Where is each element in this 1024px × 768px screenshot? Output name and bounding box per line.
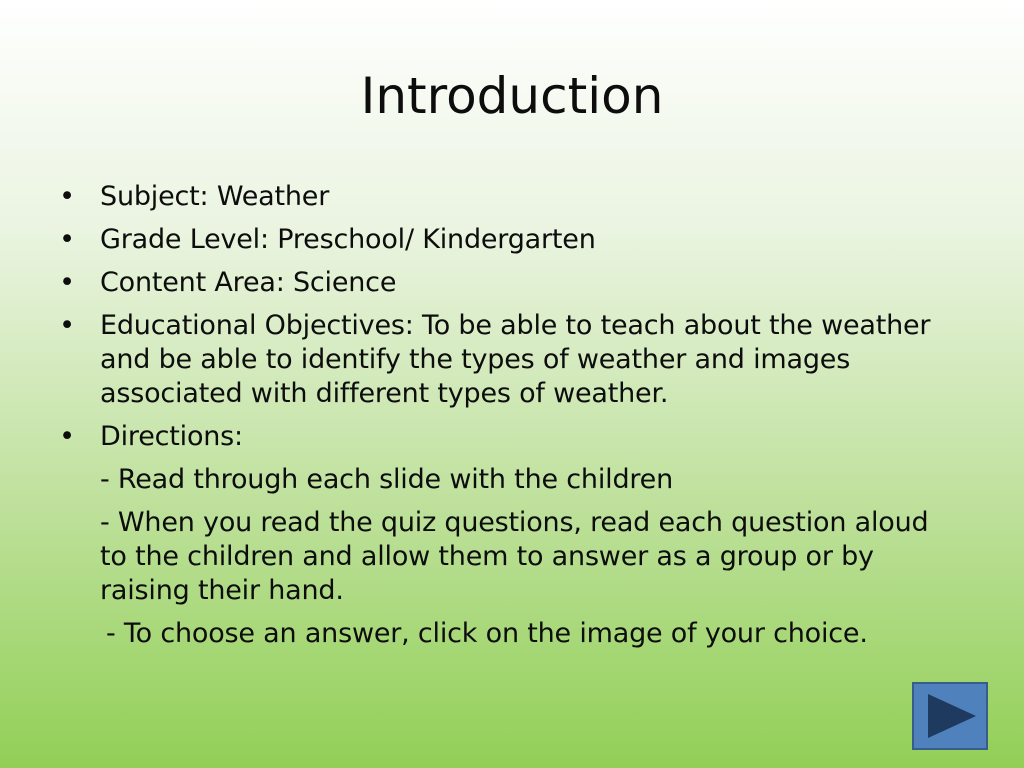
bullet-item [56, 420, 956, 454]
direction-step: - Read through each slide with the children [100, 464, 674, 495]
bullet-item [56, 266, 956, 300]
bullet-dot: • [59, 224, 75, 255]
bullet-dot: • [59, 421, 75, 452]
next-slide-button[interactable] [912, 682, 988, 750]
bullet-grade-level: Grade Level: Preschool/ Kindergarten [100, 224, 596, 255]
slide-title: Introduction [360, 67, 664, 125]
bullet-directions: Directions: [100, 421, 243, 452]
bullet-dot: • [59, 181, 75, 212]
bullet-item [56, 180, 956, 214]
slide-body [56, 180, 956, 660]
bullet-subject: Subject: Weather [100, 181, 330, 212]
direction-step: - To choose an answer, click on the image of your choice. [106, 618, 868, 649]
bullet-dot: • [59, 267, 75, 298]
bullet-objectives: Educational Objectives: To be able to teach about the weather and be able to identify the types of weather and images associated with different types of weather. [100, 310, 931, 409]
bullet-content-area: Content Area: Science [100, 267, 397, 298]
direction-step: - When you read the quiz questions, read each question aloud to the children and allow them to answer as a group or by raising their hand. [100, 507, 929, 606]
bullet-item [56, 309, 956, 411]
bullet-dot: • [59, 310, 75, 341]
play-arrow-icon [914, 684, 986, 748]
bullet-item [56, 223, 956, 257]
